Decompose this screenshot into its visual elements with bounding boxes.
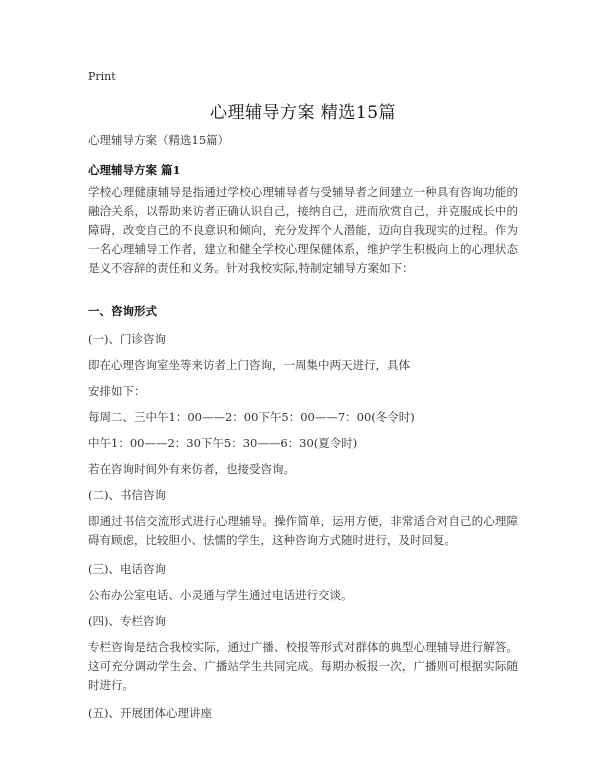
intro-paragraph: 学校心理健康辅导是指通过学校心理辅导者与受辅导者之间建立一种具有咨询功能的融洽关系，以帮助来访者正确认识自己，接纳自己，进而欣赏自己，并克服成长中的障碍，改变自己的不良意识和倾向，充分发挥个人潜能，迈向自我现实的过程。作为一名心理辅导工作者，建立和健全学校心理保健体系，维护学生积极向上的心理状态是义不容辞的责任和义务。针对我校实际,特制定辅导方案如下： [88, 185, 518, 275]
item-3-title: (三)、电话咨询 [88, 562, 166, 576]
item-4-title: (四)、专栏咨询 [88, 614, 166, 628]
item-1-text: 即在心理咨询室坐等来访者上门咨询，一周集中两天进行，具体 [88, 358, 410, 372]
document-subtitle: 心理辅导方案（精选15篇） [88, 133, 230, 147]
item-5-title: (五)、开展团体心理讲座 [88, 706, 212, 720]
item-1-note: 若在咨询时间外有来仿者，也接受咨询。 [88, 462, 295, 476]
print-label[interactable]: Print [88, 70, 116, 83]
item-2-text: 即通过书信交流形式进行心理辅导。操作简单，运用方便，非常适合对自己的心理障碍有顾虑，比较胆小、怯懦的学生，这种咨询方式随时进行，及时回复。 [88, 514, 518, 547]
item-3-text: 公布办公室电话、小灵通与学生通过电话进行交谈。 [88, 588, 353, 602]
item-2-title: (二)、书信咨询 [88, 488, 166, 502]
item-1-title: (一)、门诊咨询 [88, 332, 166, 346]
item-4-text: 专栏咨询是结合我校实际，通过广播、校报等形式对群体的典型心理辅导进行解答。这可充分调动学生会、广播站学生共同完成。每期办板报一次，广播则可根据实际随时进行。 [88, 640, 518, 692]
heading-consult-forms: 一、咨询形式 [88, 304, 157, 318]
document-title: 心理辅导方案 精选15篇 [209, 103, 397, 123]
section-heading: 心理辅导方案 篇1 [88, 163, 181, 177]
schedule-winter: 每周二、三中午1：00——2：00下午5：00——7：00(冬令时) [88, 410, 415, 424]
schedule-summer: 中午1：00——2：30下午5：30——6：30(夏令时) [88, 436, 358, 450]
item-1-text-continued: 安排如下： [88, 384, 146, 398]
